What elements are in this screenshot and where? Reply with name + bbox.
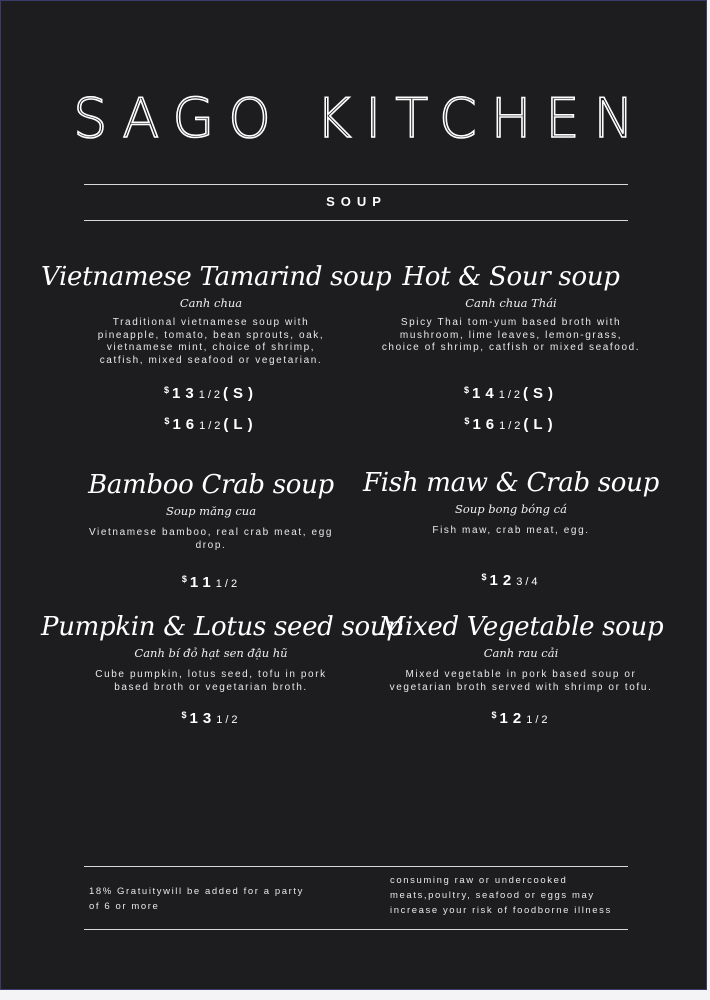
price-list: [361, 377, 661, 439]
price-fraction: 3/4: [516, 575, 541, 588]
price-fraction: 1/2: [526, 714, 551, 726]
size-label: (L): [523, 415, 558, 433]
currency-symbol: $: [164, 416, 173, 426]
gratuity-note: 18% Gratuitywill be added for a party of 6 or more: [89, 886, 304, 912]
menu-item: [361, 261, 661, 439]
price-list: [41, 377, 381, 439]
price-fraction: 1/2: [198, 389, 223, 401]
dish-subtitle: Canh chua: [179, 296, 243, 310]
dish-subtitle: Canh chua Thái: [465, 296, 557, 310]
price: [41, 377, 381, 408]
currency-symbol: $: [464, 415, 473, 426]
dish-description: Fish maw, crab meat, egg.: [432, 525, 590, 536]
divider-footer-top: [84, 866, 628, 867]
restaurant-title: SAGO KITCHEN: [73, 87, 648, 150]
menu-item: [361, 467, 661, 595]
price: [371, 702, 671, 733]
dish-subtitle: Soup măng cua: [165, 504, 257, 518]
menu-item: [371, 611, 671, 733]
menu-item: [61, 469, 361, 597]
price-whole: 13: [172, 385, 199, 402]
dish-description: Mixed vegetable in pork based soup or vegetarian broth served with shrimp or tofu.: [389, 669, 653, 693]
price-whole: 12: [489, 571, 517, 589]
section-heading: SOUP: [326, 194, 387, 209]
price-fraction: 1/2: [498, 388, 523, 401]
price-whole: 14: [472, 384, 499, 402]
divider-footer-bottom: [84, 929, 628, 930]
dish-name: Pumpkin & Lotus seed soup: [41, 612, 403, 642]
size-label: (S): [223, 385, 258, 402]
food-safety-warning: consuming raw or undercooked meats,poultry, seafood or eggs may increase your risk of foodborne illness: [390, 875, 612, 916]
menu-item: [41, 611, 403, 733]
currency-symbol: $: [181, 574, 190, 584]
price-whole: 16: [472, 415, 500, 433]
currency-symbol: $: [481, 571, 490, 582]
price-fraction: 1/2: [216, 714, 241, 726]
size-label: (S): [523, 384, 558, 402]
dish-subtitle: Canh rau cải: [483, 646, 559, 660]
price-whole: 13: [189, 710, 217, 727]
dish-subtitle: Soup bong bóng cá: [455, 502, 567, 516]
currency-symbol: $: [164, 385, 173, 395]
price: [41, 702, 381, 733]
price: [41, 408, 381, 439]
dish-name: Hot & Sour soup: [402, 262, 620, 292]
dish-name: Mixed Vegetable soup: [378, 612, 664, 642]
price-whole: 12: [499, 710, 527, 727]
price-list: [361, 564, 661, 595]
currency-symbol: $: [181, 710, 190, 720]
divider-section: [84, 220, 628, 221]
dish-name: Fish maw & Crab soup: [363, 468, 659, 498]
price: [361, 564, 661, 595]
price: [361, 408, 661, 439]
price-list: [371, 702, 671, 733]
price-fraction: 1/2: [499, 419, 524, 432]
currency-symbol: $: [464, 384, 473, 395]
price: [61, 566, 361, 597]
price-fraction: 1/2: [215, 578, 241, 590]
dish-description: Cube pumpkin, lotus seed, tofu in pork based broth or vegetarian broth.: [95, 669, 327, 693]
dish-description: Traditional vietnamese soup with pineapple, tomato, bean sprouts, oak, vietnamese mint, choice of shrimp, catfish, mixed seafood or vegetarian.: [97, 317, 325, 366]
price-whole: 16: [172, 416, 200, 433]
currency-symbol: $: [491, 710, 500, 720]
size-label: (L): [223, 416, 258, 433]
menu-item: [41, 261, 392, 439]
price-fraction: 1/2: [199, 420, 224, 432]
price-list: [61, 566, 361, 597]
dish-description: Spicy Thai tom-yum based broth with mushroom, lime leaves, lemon-grass, choice of shrimp, catfish or mixed seafood.: [381, 317, 641, 353]
dish-name: Bamboo Crab soup: [88, 470, 334, 500]
divider-top: [84, 184, 628, 185]
dish-name: Vietnamese Tamarind soup: [41, 262, 392, 292]
dish-subtitle: Canh bí đỏ hạt sen đậu hũ: [134, 646, 288, 660]
dish-description: Vietnamese bamboo, real crab meat, egg drop.: [88, 527, 334, 551]
price: [361, 377, 661, 408]
price-whole: 11: [189, 574, 216, 591]
price-list: [41, 702, 381, 733]
